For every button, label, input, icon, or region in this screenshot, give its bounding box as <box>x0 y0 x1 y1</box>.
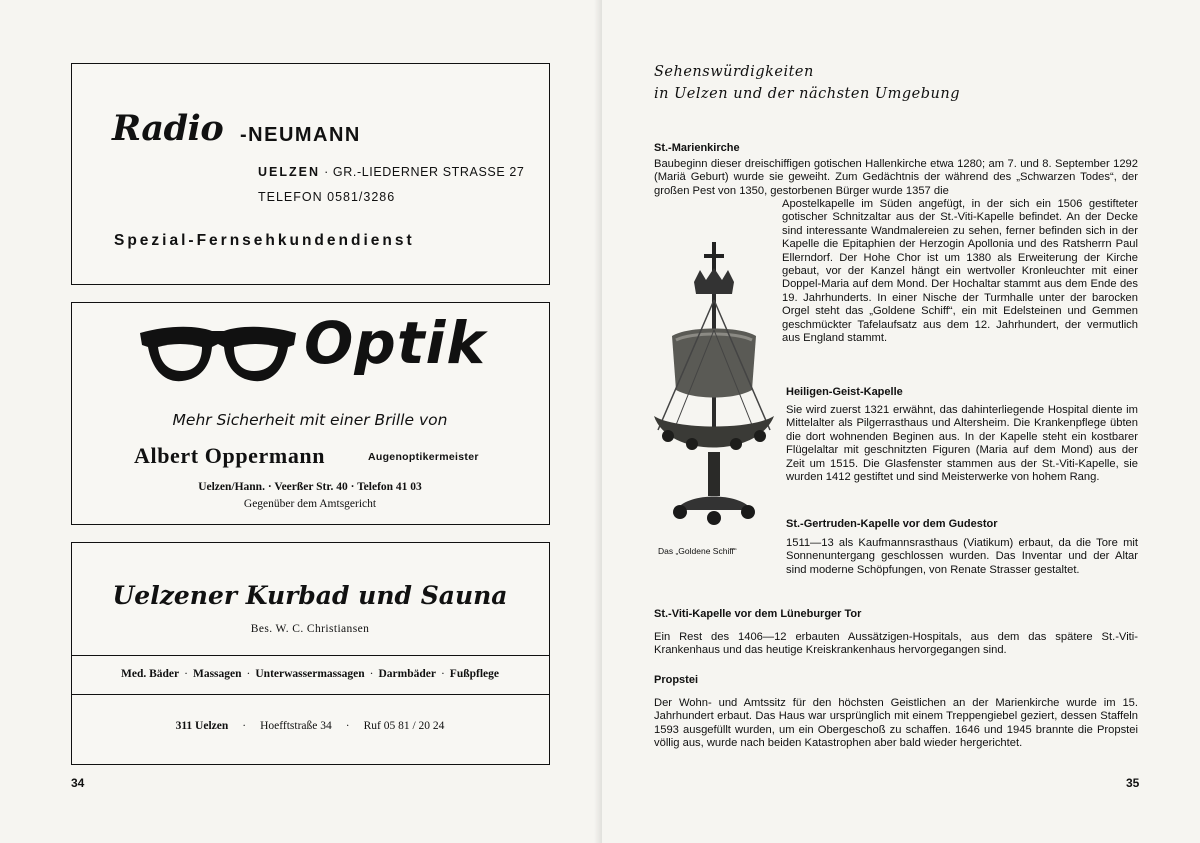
radio-street: GR.-LIEDERNER STRASSE 27 <box>332 165 525 179</box>
optik-location: Gegenüber dem Amtsgericht <box>243 498 377 510</box>
radio-address: UELZEN · GR.-LIEDERNER STRASSE 27 <box>258 165 525 179</box>
radio-city: UELZEN <box>258 165 320 179</box>
kurbad-footer-phone: Ruf 05 81 / 20 24 <box>363 720 445 732</box>
kurbad-service: Darmbäder <box>378 668 436 680</box>
section-title-gertruden: St.-Gertruden-Kapelle vor dem Gudestor <box>786 518 998 530</box>
section-text-heiligen-geist: Sie wird zuerst 1321 erwähnt, das dahinterliegende Hospital diente im Mittelalter als Pilgerrasthaus und Altersheim. Die Krankenpflege übten die dort wohnenden Beginen aus. In der Kapelle steht ein kostbarer Flügelaltar mit geschnitzten Figuren (Maria auf dem Mond) aus der Zeit um 1515. Die Glasfenster stammen aus der St.-Viti-Kapelle, sie wurden 1412 gestiftet und sind Meisterwerke von hohem Rang. <box>786 404 1138 484</box>
section-title-heiligen-geist: Heiligen-Geist-Kapelle <box>786 386 903 398</box>
ad-radio-neumann <box>71 63 550 285</box>
optik-name: Albert Oppermann <box>134 443 326 468</box>
page-title-line2: in Uelzen und der nächsten Umgebung <box>654 86 960 102</box>
kurbad-service: Massagen <box>192 668 242 680</box>
section-title-marienkirche: St.-Marienkirche <box>654 142 740 154</box>
kurbad-footer-city: 311 Uelzen <box>175 720 229 732</box>
section-title-propstei: Propstei <box>654 674 699 686</box>
radio-logo-script: Radio <box>112 108 224 149</box>
image-caption: Das „Goldene Schiff“ <box>658 546 737 556</box>
page-title-line1: Sehenswürdigkeiten <box>654 64 814 80</box>
section-text-viti: Ein Rest des 1406—12 erbauten Aussätzigen-Hospitals, aus dem das spätere St.-Viti-Krankenhaus und das heutige Kreiskrankenhaus hervorgegangen sind. <box>654 631 1138 657</box>
glasses-icon <box>138 311 298 391</box>
page-number-right: 35 <box>1126 776 1140 790</box>
optik-title: Augenoptikermeister <box>368 451 479 463</box>
radio-phone: TELEFON 0581/3286 <box>258 190 396 204</box>
kurbad-service: Med. Bäder <box>120 668 180 680</box>
section-text-gertruden: 1511—13 als Kaufmannsrasthaus (Viatikum) erbaut, da die Tore mit Sonnenuntergang geschlossen wurden. Das Inventar und der Altar sind moderne Schöpfungen, von Renate Strasser gestaltet. <box>786 537 1138 576</box>
golden-ship-illustration <box>648 240 778 540</box>
section-text-marienkirche-2: Apostelkapelle im Süden angefügt, in der sich ein 1506 gestifteter gotischer Schnitzaltar aus der St.-Viti-Kapelle befindet. An der Decke sind interessante Wandmalereien zu sehen, ferner befinden sich in der Kapelle die Epitaphien der Herzogin Apollonia und des Ratsherrn Paul Ellerndorf. Der Hohe Chor ist um 1380 als Erweiterung der Kirche gebaut, vor der Kanzel hängt ein wertvoller Kronleuchter mit einer Doppel-Maria auf dem Mond. Der Hochaltar stammt aus dem Ende des 19. Jahrhunderts. In einer Nische der Turmhalle unter der barocken Orgel steht das „Goldene Schiff“, ein mit Edelsteinen und Gemmen geschmückter Tafelaufsatz aus dem 12. Jahrhundert, der vermutlich aus England stammt. <box>782 198 1138 345</box>
kurbad-services: Med. Bäder · Massagen · Unterwassermassagen · Darmbäder · Fußpflege <box>120 668 499 680</box>
page-number-left: 34 <box>71 776 85 790</box>
section-title-viti: St.-Viti-Kapelle vor dem Lüneburger Tor <box>654 608 862 620</box>
kurbad-title: Uelzener Kurbad und Sauna <box>112 581 508 610</box>
radio-service: Spezial-Fernsehkundendienst <box>114 232 415 249</box>
kurbad-owner: Bes. W. C. Christiansen <box>250 623 370 635</box>
kurbad-footer-street: Hoefftstraße 34 <box>260 720 332 732</box>
section-text-marienkirche-1: Baubeginn dieser dreischiffigen gotischen Hallenkirche etwa 1280; am 7. und 8. September 1292 (Mariä Geburt) wurde sie geweiht. Zum Gedächtnis der während des „Schwarzen Todes“, der großen Pest von 1350, gestorbenen Bürger wurde 1357 die <box>654 158 1138 197</box>
optik-logo-word: Optik <box>304 309 487 377</box>
kurbad-footer: 311 Uelzen · Hoefftstraße 34 · Ruf 05 81 / 20 24 <box>175 720 445 732</box>
ad-optik-oppermann <box>71 302 550 525</box>
optik-tagline: Mehr Sicherheit mit einer Brille von <box>172 411 448 429</box>
radio-logo-suffix: -NEUMANN <box>240 124 361 146</box>
ad-kurbad-sauna <box>71 542 550 765</box>
kurbad-divider-bottom <box>72 694 549 695</box>
section-text-propstei: Der Wohn- und Amtssitz für den höchsten Geistlichen an der Marienkirche wurde im 15. Jahrhundert erbaut. Das Haus war ursprünglich mit einem Treppengiebel geziert, dessen Staffeln 1593 ausgefüllt wurden, um ein Obergeschoß zu schaffen. 1646 und 1945 brannte die Propstei völlig aus, wurde nach beiden Katastrophen aber bald wieder hergerichtet. <box>654 697 1138 750</box>
right-page <box>602 0 1200 843</box>
kurbad-divider-top <box>72 655 549 656</box>
kurbad-service: Fußpflege <box>449 668 499 680</box>
optik-address: Uelzen/Hann. · Veerßer Str. 40 · Telefon 41 03 <box>198 481 422 493</box>
kurbad-service: Unterwassermassagen <box>255 668 365 680</box>
